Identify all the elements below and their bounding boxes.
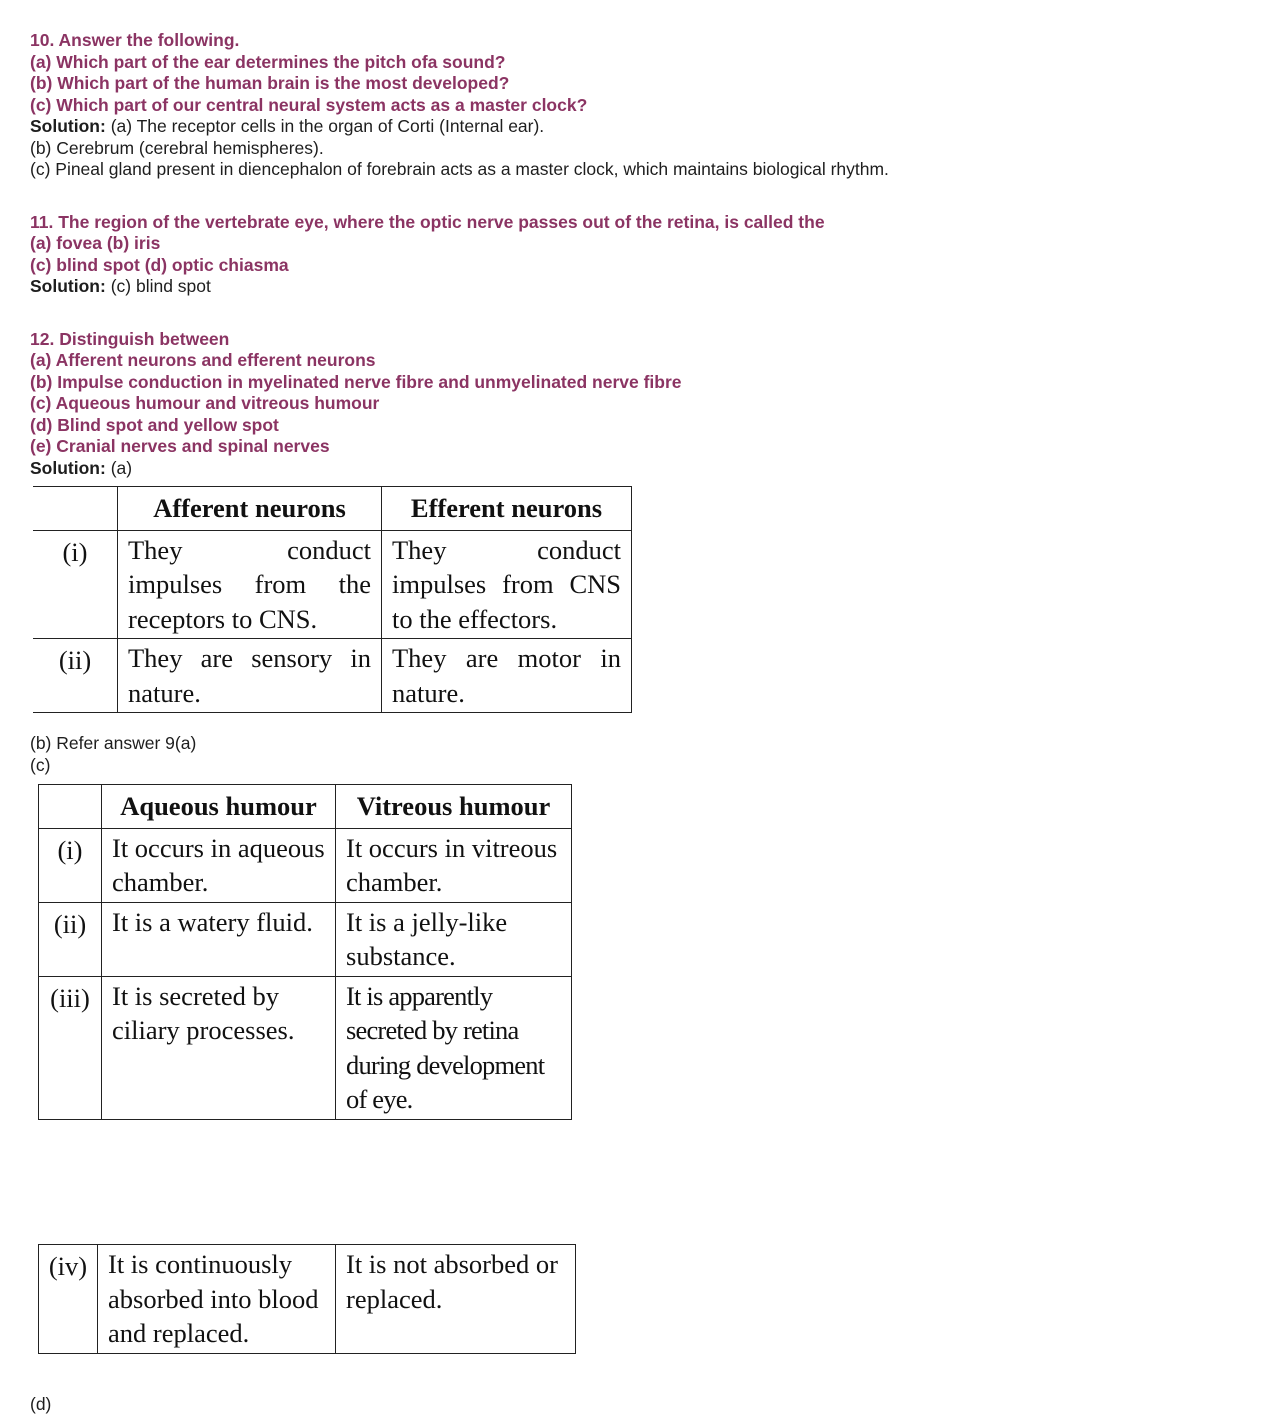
question-11-title: 11. The region of the vertebrate eye, where the optic nerve passes out of the retina, is called the [30, 211, 825, 232]
question-12-part-a: (a) Afferent neurons and efferent neurons [30, 350, 376, 370]
table-row [39, 828, 572, 902]
table-cell: They are sensory in nature. [118, 639, 382, 713]
question-10-solution-a [30, 116, 1250, 138]
question-12-part-d: (d) Blind spot and yellow spot [30, 414, 279, 435]
row-number: (iv) [39, 1245, 98, 1354]
row-number: (ii) [33, 639, 118, 713]
solution-label: Solution: [30, 276, 106, 296]
table-cell: They conduct impulses from CNS to the effectors. [382, 530, 632, 639]
question-11-options-ab: (a) fovea (b) iris [30, 233, 161, 253]
table-header-afferent: Afferent neurons [118, 487, 382, 531]
table-header-row [39, 785, 572, 829]
table-cell: It is secreted by ciliary processes. [102, 976, 336, 1119]
table-row [39, 902, 572, 976]
question-11-solution [30, 276, 1250, 298]
question-10-part-b: (b) Which part of the human brain is the most developed? [30, 73, 510, 93]
question-10-part-a: (a) Which part of the ear determines the pitch ofa sound? [30, 51, 506, 72]
aqueous-vitreous-table [38, 784, 572, 1120]
solution-text: (a) The receptor cells in the organ of Corti (Internal ear). [110, 116, 545, 136]
question-10-title: 10. Answer the following. [30, 30, 240, 50]
table-header-efferent: Efferent neurons [382, 487, 632, 531]
table-cell: It is a jelly-like substance. [336, 902, 572, 976]
table-header-row [33, 487, 632, 531]
table-cell: It occurs in aqueous chamber. [102, 828, 336, 902]
afferent-efferent-table [33, 486, 632, 713]
table-row [39, 1245, 576, 1354]
table-header-aqueous: Aqueous humour [102, 785, 336, 829]
question-12-part-c: (c) Aqueous humour and vitreous humour [30, 393, 380, 413]
row-number: (i) [39, 828, 102, 902]
question-12-part-b: (b) Impulse conduction in myelinated nerve fibre and unmyelinated nerve fibre [30, 371, 682, 392]
table-header-blank [39, 785, 102, 829]
row-number: (ii) [39, 902, 102, 976]
table-row [39, 976, 572, 1119]
table-cell: It is a watery fluid. [102, 902, 336, 976]
aqueous-vitreous-table-continued [38, 1244, 576, 1354]
question-11-options-cd: (c) blind spot (d) optic chiasma [30, 254, 289, 275]
question-10-part-c: (c) Which part of our central neural system acts as a master clock? [30, 94, 588, 115]
question-12-part-e: (e) Cranial nerves and spinal nerves [30, 436, 330, 456]
question-10-solution-c: (c) Pineal gland present in diencephalon of forebrain acts as a master clock, which maintains biological rhythm. [30, 159, 889, 179]
question-12-solution-a [30, 458, 1250, 480]
table-cell: It occurs in vitreous chamber. [336, 828, 572, 902]
solution-label: Solution: [30, 457, 106, 478]
table-row [33, 639, 632, 713]
solution-label: Solution: [30, 116, 106, 136]
table-cell: They conduct impulses from the receptors to CNS. [118, 530, 382, 639]
table-header-blank [33, 487, 118, 531]
solution-text: (a) [110, 457, 133, 478]
document-body [30, 30, 1250, 479]
table-cell: It is apparently secreted by retina during development of eye. [336, 976, 572, 1119]
table-header-vitreous: Vitreous humour [336, 785, 572, 829]
table-cell: They are motor in nature. [382, 639, 632, 713]
row-number: (i) [33, 530, 118, 639]
question-10-solution-b: (b) Cerebrum (cerebral hemispheres). [30, 137, 324, 158]
solution-text: (c) blind spot [110, 276, 211, 296]
solution-c-label: (c) [30, 755, 51, 775]
table-cell: It is continuously absorbed into blood and replaced. [98, 1245, 336, 1354]
table-row [33, 530, 632, 639]
solution-b: (b) Refer answer 9(a) [30, 733, 197, 753]
solution-d-label: (d) [30, 1394, 52, 1414]
row-number: (iii) [39, 976, 102, 1119]
question-12-title: 12. Distinguish between [30, 328, 230, 349]
table-cell: It is not absorbed or replaced. [336, 1245, 576, 1354]
